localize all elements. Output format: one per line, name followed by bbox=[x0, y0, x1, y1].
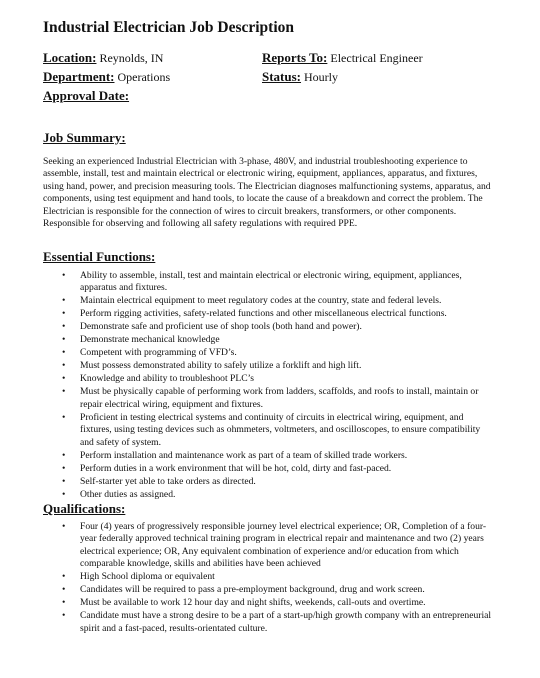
status-label: Status: bbox=[262, 69, 302, 84]
bullet-icon: • bbox=[62, 521, 66, 532]
bullet-icon: • bbox=[62, 411, 66, 423]
list-item bbox=[62, 610, 492, 635]
list-item-text: Perform installation and maintenance work as part of a team of skilled trade workers. bbox=[80, 449, 408, 461]
list-item-text: Demonstrate safe and proficient use of shop tools (both hand and power). bbox=[80, 321, 362, 333]
job-summary-heading: Job Summary: bbox=[43, 130, 126, 145]
bullet-icon: • bbox=[62, 584, 66, 596]
location-row bbox=[43, 50, 163, 66]
list-item bbox=[62, 521, 492, 571]
list-item bbox=[62, 476, 492, 488]
list-item-text: Demonstrate mechanical knowledge bbox=[80, 334, 220, 346]
list-item-text: Proficient in testing electrical systems and continuity of circuits in electrical wiring, equipment, and fixtures, using testing devices such as ohmmeters, voltmeters, and oscilloscopes, to ensure compatibility and safety of system. bbox=[80, 411, 481, 448]
list-item-text: Maintain electrical equipment to meet regulatory codes at the country, state and federal levels. bbox=[80, 295, 442, 307]
essential-functions-list bbox=[62, 270, 492, 502]
bullet-icon: • bbox=[62, 610, 66, 622]
list-item bbox=[62, 295, 492, 307]
qualifications-heading: Qualifications: bbox=[43, 501, 126, 516]
location-value: Reynolds, IN bbox=[99, 51, 164, 65]
list-item-text: Competent with programming of VFD’s. bbox=[80, 347, 237, 359]
list-item-text: Four (4) years of progressively responsible journey level electrical experience; OR, Completion of a four-year federally approved technical training program in electrical repair and maintenance and two (2) years electrical experience; OR, Any equivalent combination of experience and/or education from which comparable knowledge, skills and abilities have been achieved bbox=[80, 521, 487, 570]
bullet-icon: • bbox=[62, 462, 66, 474]
bullet-icon: • bbox=[62, 270, 66, 281]
list-item bbox=[62, 308, 492, 320]
bullet-icon: • bbox=[62, 334, 66, 346]
bullet-icon: • bbox=[62, 321, 66, 333]
list-item-text: Candidate must have a strong desire to be a part of a start-up/high growth company with an entrepreneurial spirit and a fast-paced, results-orientated culture. bbox=[80, 610, 492, 634]
bullet-icon: • bbox=[62, 475, 66, 487]
qualifications-list bbox=[62, 521, 492, 636]
list-item-text: Self-starter yet able to take orders as directed. bbox=[80, 475, 256, 487]
bullet-icon: • bbox=[62, 308, 66, 320]
list-item bbox=[62, 386, 492, 411]
bullet-icon: • bbox=[62, 360, 66, 372]
list-item bbox=[62, 321, 492, 333]
list-item bbox=[62, 360, 492, 372]
reports-to-row bbox=[262, 50, 423, 66]
status-value: Hourly bbox=[304, 70, 339, 84]
bullet-icon: • bbox=[62, 373, 66, 385]
list-item-text: Must be available to work 12 hour day and night shifts, weekends, call-outs and overtime. bbox=[80, 597, 426, 609]
list-item bbox=[62, 489, 492, 501]
list-item-text: Knowledge and ability to troubleshoot PLC’s bbox=[80, 373, 255, 385]
list-item bbox=[62, 571, 492, 583]
bullet-icon: • bbox=[62, 295, 66, 307]
department-row bbox=[43, 69, 170, 85]
approval-date-row bbox=[43, 88, 129, 104]
bullet-icon: • bbox=[62, 571, 66, 583]
bullet-icon: • bbox=[62, 386, 66, 398]
list-item bbox=[62, 450, 492, 462]
list-item-text: Perform rigging activities, safety-related functions and other miscellaneous electrical functions. bbox=[80, 308, 447, 320]
list-item-text: High School diploma or equivalent bbox=[80, 571, 215, 583]
list-item-text: Must possess demonstrated ability to safely utilize a forklift and high lift. bbox=[80, 360, 362, 372]
list-item-text: Ability to assemble, install, test and maintain electrical or electronic wiring, equipment, appliances, apparatus and fixtures. bbox=[80, 270, 462, 294]
list-item bbox=[62, 584, 492, 596]
bullet-icon: • bbox=[62, 488, 66, 500]
list-item-text: Other duties as assigned. bbox=[80, 488, 176, 500]
list-item bbox=[62, 270, 492, 295]
bullet-icon: • bbox=[62, 347, 66, 359]
bullet-icon: • bbox=[62, 597, 66, 609]
job-summary-text: Seeking an experienced Industrial Electrician with 3-phase, 480V, and industrial troubleshooting experience to assemble, install, test and maintain electrical or electronic wiring, equipment, appliances, apparatus, and fixtures, using hand, power, and precision measuring tools. The Electrician diagnoses malfunctioning systems, apparatus, and components, using test equipment and hand tools, to locate the cause of a breakdown and correct the problem. The Electrician is responsible for the connection of wires to circuit breakers, transformers, or other components. Responsible for observing and following all safety regulations with required PPE. bbox=[43, 156, 491, 230]
bullet-icon: • bbox=[62, 449, 66, 461]
department-label: Department: bbox=[43, 69, 115, 84]
essential-functions-heading: Essential Functions: bbox=[43, 249, 156, 264]
department-value: Operations bbox=[117, 70, 171, 84]
list-item bbox=[62, 597, 492, 609]
list-item bbox=[62, 347, 492, 359]
document-title: Industrial Electrician Job Description bbox=[43, 19, 295, 36]
approval-date-label: Approval Date: bbox=[43, 88, 130, 103]
list-item bbox=[62, 412, 492, 449]
reports-to-label: Reports To: bbox=[262, 50, 328, 65]
location-label: Location: bbox=[43, 50, 97, 65]
list-item bbox=[62, 334, 492, 346]
list-item-text: Perform duties in a work environment that will be hot, cold, dirty and fast-paced. bbox=[80, 462, 392, 474]
list-item bbox=[62, 373, 492, 385]
list-item-text: Candidates will be required to pass a pre-employment background, drug and work screen. bbox=[80, 584, 425, 596]
status-row bbox=[262, 69, 338, 85]
reports-to-value: Electrical Engineer bbox=[330, 51, 423, 65]
list-item-text: Must be physically capable of performing work from ladders, scaffolds, and roofs to install, maintain or repair electrical wiring, equipment and fixtures. bbox=[80, 386, 479, 410]
list-item bbox=[62, 463, 492, 475]
